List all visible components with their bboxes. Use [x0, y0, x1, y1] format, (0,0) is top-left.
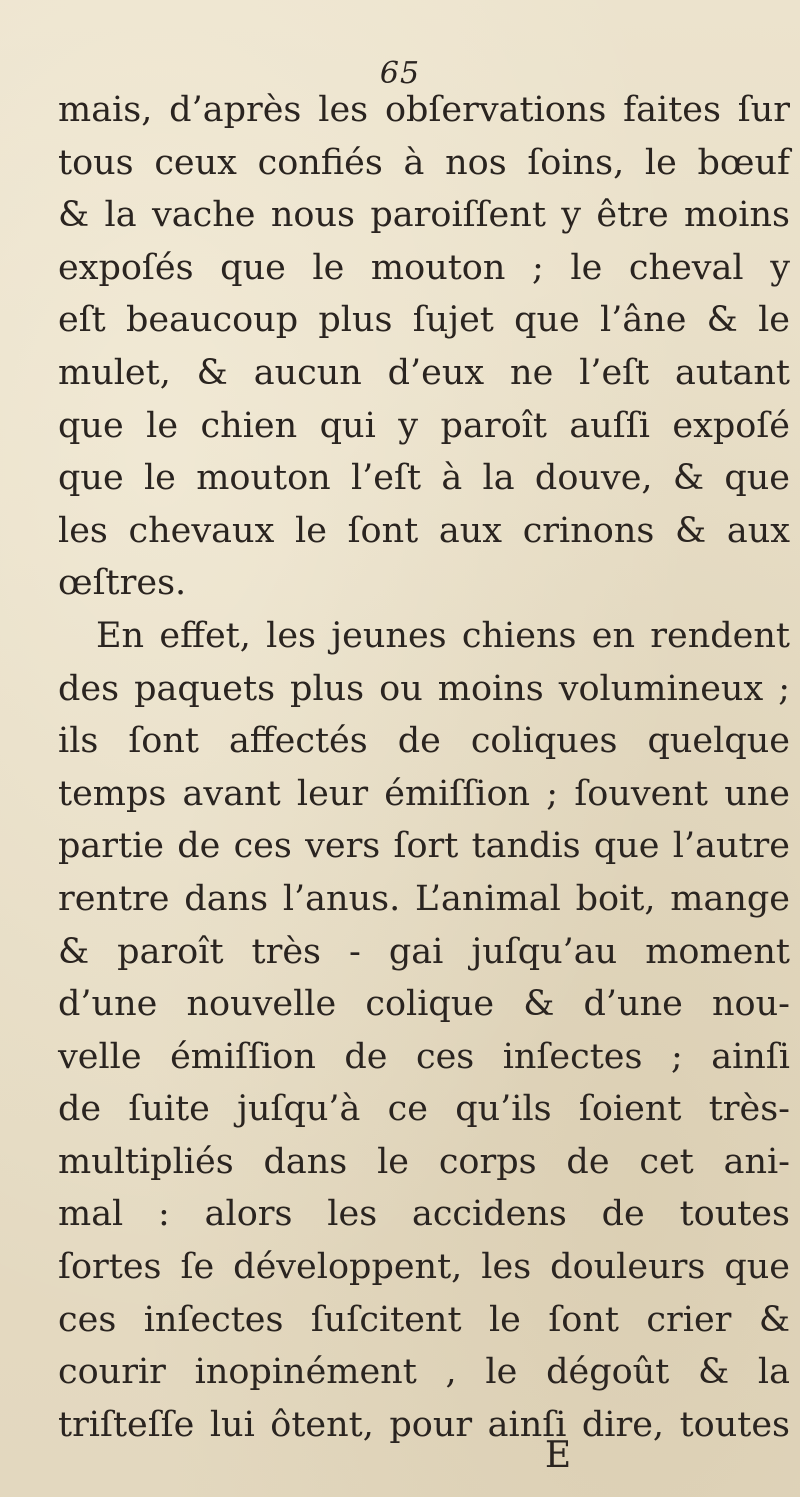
text-line: triſteſſe lui ôtent, pour ainſi dire, toutes — [58, 1404, 790, 1445]
body-text — [58, 84, 790, 1451]
text-line: & paroît très - gai juſqu’au moment — [58, 931, 790, 972]
signature-mark: E — [544, 1435, 572, 1476]
text-line: mal : alors les accidens de toutes — [58, 1194, 790, 1235]
text-line: que le mouton l’eſt à la douve, & que — [58, 458, 790, 499]
text-line: partie de ces vers ſort tandis que l’autre — [58, 826, 790, 867]
text-line: mais, d’après les obſervations faites ſur — [58, 90, 790, 130]
text-line: ils ſont affectés de coliques quelque — [58, 721, 790, 762]
text-line: ſortes ſe développent, les douleurs que — [58, 1247, 790, 1288]
text-line: velle émiſſion de ces inſectes ; ainſi — [58, 1036, 790, 1077]
text-line: que le chien qui y paroît auſſi expoſé — [58, 405, 790, 446]
text-line: temps avant leur émiſſion ; ſouvent une — [58, 773, 790, 814]
text-line: tous ceux confiés à nos ſoins, le bœuf — [58, 142, 790, 183]
text-line: d’une nouvelle colique & d’une nou- — [58, 984, 790, 1025]
text-line: les chevaux le ſont aux crinons & aux — [58, 510, 790, 551]
text-line: multipliés dans le corps de cet ani- — [58, 1141, 790, 1182]
text-line: & la vache nous paroiſſent y être moins — [58, 195, 790, 236]
page-number: 65 — [379, 56, 421, 91]
text-line: courir inopinément , le dégoût & la — [58, 1352, 790, 1393]
text-line: mulet, & aucun d’eux ne l’eſt autant — [58, 352, 790, 393]
text-line: de ſuite juſqu’à ce qu’ils ſoient très- — [58, 1089, 790, 1130]
text-line: expoſés que le mouton ; le cheval y — [58, 247, 790, 288]
text-line: eſt beaucoup plus ſujet que l’âne & le — [58, 300, 790, 341]
text-line: ces inſectes ſuſcitent le ſont crier & — [58, 1299, 790, 1340]
text-line: rentre dans l’anus. L’animal boit, mange — [58, 878, 790, 919]
text-line: œſtres. — [58, 563, 187, 604]
text-line: des paquets plus ou moins volumineux ; — [58, 668, 790, 709]
text-line-paragraph-start: En effet, les jeunes chiens en rendent — [96, 615, 790, 656]
